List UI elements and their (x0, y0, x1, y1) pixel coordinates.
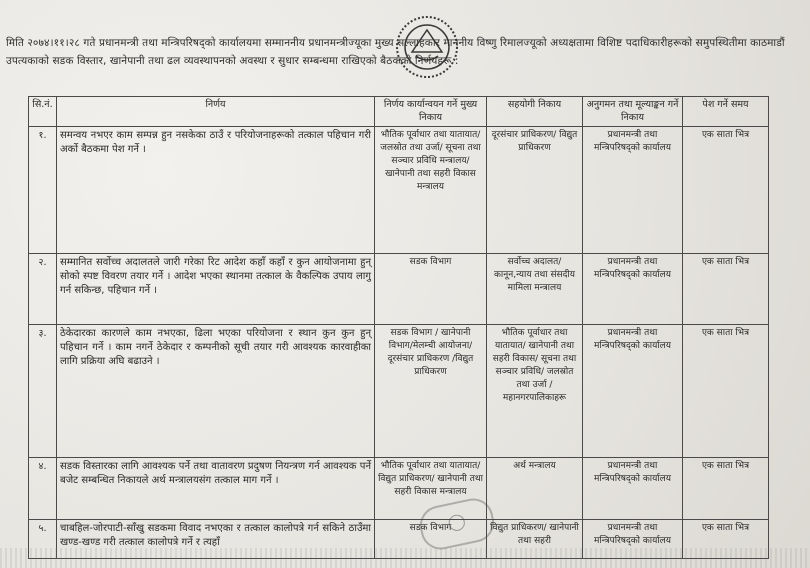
row-lead-agency: भौतिक पूर्वाधार तथा यातायात/विद्युत प्राधिकरण/ खानेपानी तथा सहरी विकास मन्त्रालय (375, 458, 487, 520)
row-support-agency: अर्थ मन्त्रालय (487, 458, 583, 520)
table-row (29, 458, 769, 520)
row-sn: ४. (29, 458, 57, 520)
row-monitoring-agency: प्रधानमन्त्री तथा मन्त्रिपरिषद्को कार्यालय (583, 127, 683, 254)
row-sn: १. (29, 127, 57, 254)
table-row (29, 127, 769, 254)
row-decision: सडक विस्तारका लागि आवश्यक पर्ने तथा वातावरण प्रदुषण नियन्त्रण गर्न आवश्यक पर्ने बजेट सम्बन्धित निकायले अर्थ मन्त्रालयसंग तत्काल माग गर्ने । (57, 458, 375, 520)
scan-edge-noise (0, 548, 810, 568)
header-sn: सि.नं. (29, 97, 57, 127)
row-lead-agency: सडक विभाग (375, 520, 487, 559)
table-row (29, 254, 769, 325)
header-deadline: पेश गर्ने समय (683, 97, 769, 127)
row-decision: ठेकेदारका कारणले काम नभएका, ढिला भएका परियोजना र स्थान कुन कुन हुन् पहिचान गर्ने । काम नगर्ने ठेकेदार र कम्पनीको सूची तयार गरी आवश्यक कारवाहीका लागि प्रक्रिया अघि बढाउने । (57, 325, 375, 458)
row-decision: सम्मानित सर्वोच्च अदालतले जारी गरेका रिट आदेश कहाँ कहाँ र कुन आयोजनामा हुन् सोको स्पष्ट विवरण तयार गर्ने । आदेश भएका स्थानमा तत्काल के वैकल्पिक उपाय लागु गर्न सकिन्छ, पहिचान गर्ने । (57, 254, 375, 325)
row-deadline: एक साता भित्र (683, 254, 769, 325)
row-lead-agency: सडक विभाग (375, 254, 487, 325)
row-lead-agency: भौतिक पूर्वाधार तथा यातायात/जलस्रोत तथा उर्जा/ सूचना तथा सञ्चार प्रविधि मन्त्रालय/खानेपानी तथा सहरी विकास मन्त्रालय (375, 127, 487, 254)
row-monitoring-agency: प्रधानमन्त्री तथा मन्त्रिपरिषद्को कार्यालय (583, 520, 683, 559)
round-stamp-icon: ◯ (416, 495, 498, 553)
row-monitoring-agency: प्रधानमन्त्री तथा मन्त्रिपरिषद्को कार्यालय (583, 325, 683, 458)
meeting-intro-text (6, 34, 796, 70)
row-support-agency: विद्युत प्राधिकरण/ खानेपानी तथा सहरी (487, 520, 583, 559)
row-support-agency: दूरसंचार प्राधिकरण/ विद्युत प्राधिकरण (487, 127, 583, 254)
row-monitoring-agency: प्रधानमन्त्री तथा मन्त्रिपरिषद्को कार्यालय (583, 254, 683, 325)
row-sn: ५. (29, 520, 57, 559)
row-decision: समन्वय नभएर काम सम्पन्न हुन नसकेका ठाउँ र परियोजनाहरूको तत्काल पहिचान गरी अर्को बैठकमा पेश गर्ने । (57, 127, 375, 254)
row-support-agency: भौतिक पूर्वाधार तथा यातायात/ खानेपानी तथा सहरी विकास/ सूचना तथा सञ्चार प्रविधि/ जलस्रोत तथा उर्जा /महानगरपालिकाहरू (487, 325, 583, 458)
decisions-table (28, 96, 769, 559)
row-sn: ३. (29, 325, 57, 458)
header-lead-agency: निर्णय कार्यान्वयन गर्ने मुख्य निकाय (375, 97, 487, 127)
row-decision: चाबहिल-जोरपाटी-साँखु सडकमा विवाद नभएका र तत्काल कालोपत्रे गर्न सकिने ठाउँमा खण्ड-खण्ड गरी तत्काल कालोपत्रे गर्ने र त्यहाँ (57, 520, 375, 559)
header-support-agency: सहयोगी निकाय (487, 97, 583, 127)
row-deadline: एक साता भित्र (683, 325, 769, 458)
header-decision: निर्णय (57, 97, 375, 127)
table-header-row (29, 97, 769, 127)
row-deadline: एक साता भित्र (683, 458, 769, 520)
row-lead-agency: सडक विभाग / खानेपानी विभाग/मेलम्ची आयोजना/दूरसंचार प्राधिकरण /विद्युत प्राधिकरण (375, 325, 487, 458)
row-deadline: एक साता भित्र (683, 520, 769, 559)
table-row (29, 325, 769, 458)
row-monitoring-agency: प्रधानमन्त्री तथा मन्त्रिपरिषद्को कार्यालय (583, 458, 683, 520)
row-deadline: एक साता भित्र (683, 127, 769, 254)
row-support-agency: सर्वोच्च अदालत/ कानून,न्याय तथा संसदीय मामिला मन्त्रालय (487, 254, 583, 325)
header-monitoring-agency: अनुगमन तथा मूल्याङ्कन गर्ने निकाय (583, 97, 683, 127)
row-sn: २. (29, 254, 57, 325)
intro-paragraph: मिति २०७४।११।२८ गते प्रधानमन्त्री तथा मन्त्रिपरिषद्को कार्यालयमा सम्माननीय प्रधानमन्त्रीज्यूका मुख्य सल्लाहकार माननीय विष्णु रिमालज्यूको अध्यक्षतामा विशिष्ट पदाधिकारीहरूको समुपस्थितीमा काठमाडौं उपत्यकाको सडक विस्तार, खानेपानी तथा ढल व्यवस्थापनको अवस्था र सुधार सम्बन्धमा राखिएको बैठकको निर्णयहरू : (6, 37, 785, 67)
